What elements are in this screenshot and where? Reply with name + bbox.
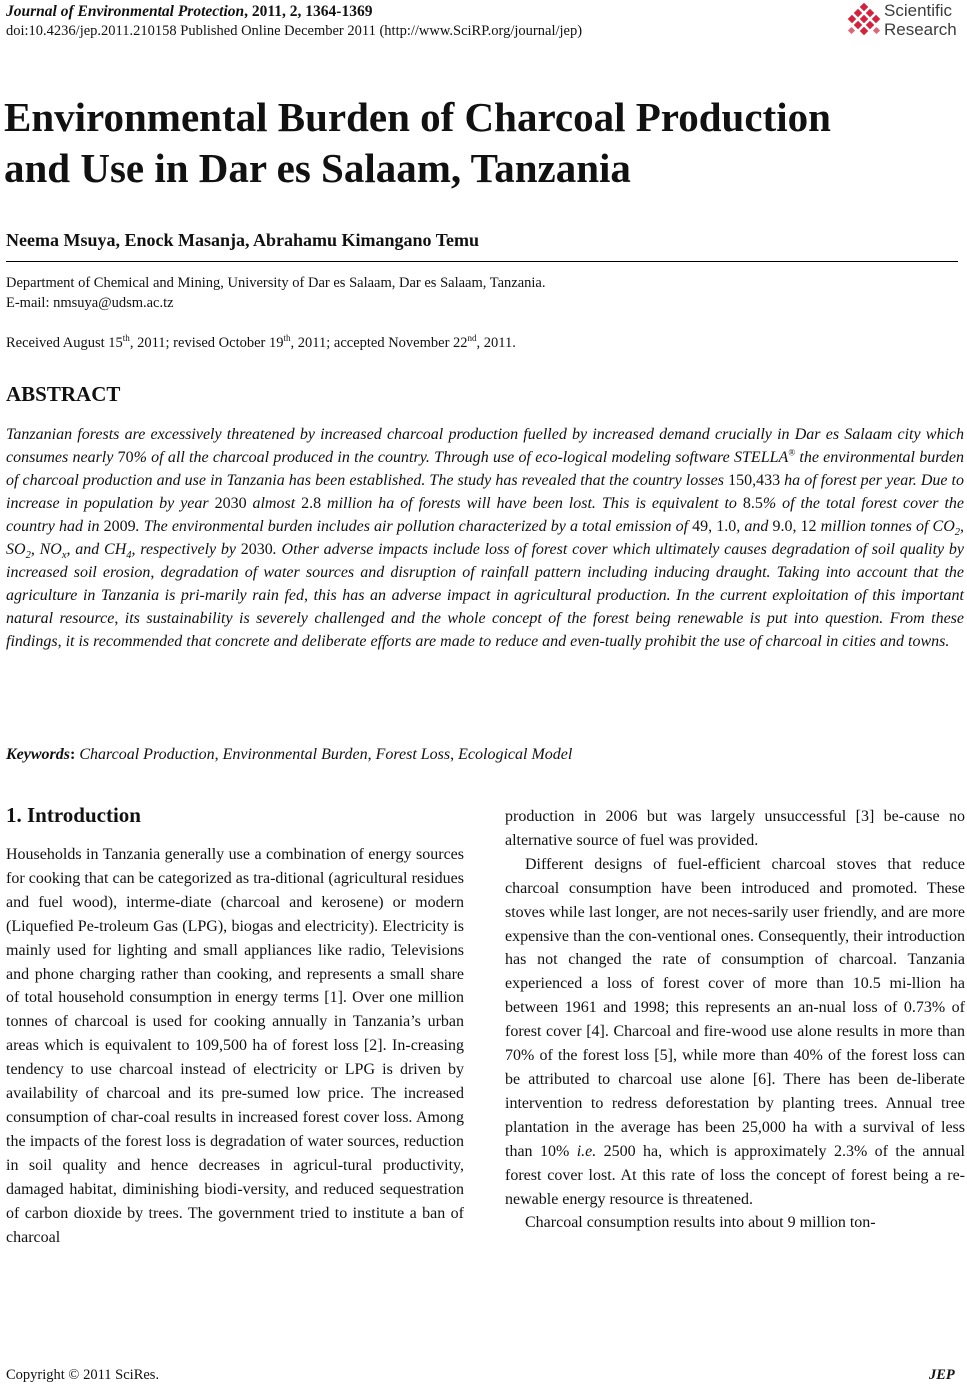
copyright-footer: Copyright © 2011 SciRes.: [6, 1367, 160, 1383]
abstract-text: . Other adverse impacts include loss of forest cover which ultimately causes degradation of soil quality by increased soil erosion: [6, 541, 965, 581]
abstract-text: % of all the charcoal produced in the country. Through use of eco-logical modeling software STELLA: [133, 449, 789, 466]
keyword: Charcoal Production: [79, 746, 215, 763]
paper-title: [4, 92, 954, 194]
email: E-mail: nmsuya@udsm.ac.tz: [6, 295, 174, 311]
subscript: 2: [954, 527, 960, 539]
logo-line-1: Scientific: [884, 1, 953, 20]
logo-diamond-icon: [846, 3, 882, 41]
keyword: Environmental Burden: [222, 746, 368, 763]
abstract-text: ha of forest per year. Due to increase in population by year: [6, 472, 965, 512]
doi-line: doi:10.4236/jep.2011.210158 Published Online December 2011 (http://www.SciRP.org/journal/jep): [6, 23, 583, 39]
abstract-text: . The environmental burden includes air pollution characterized by a total emission of: [135, 518, 693, 535]
ordinal-sup: nd: [467, 333, 477, 344]
abstract-number: 2030: [214, 495, 247, 512]
abstract-comma: ,: [304, 587, 308, 604]
abstract-number: 8.5: [742, 495, 763, 512]
journal-name: Journal of Environmental Protection: [6, 3, 245, 20]
abstract-text: degradation of water sources and disruption of rainfall pattern including inducing draught. Taking into account that the agriculture in Tanzania is pri-marily rain fed: [6, 564, 964, 604]
revised-text: , 2011; revised October 19: [129, 335, 284, 351]
logo-line-2: Research: [884, 19, 957, 39]
abstract-text: it is recommended that concrete and deliberate efforts are made to reduce and even-tually prohibit the use of charcoal in cities and towns.: [61, 633, 950, 650]
abstract-text: this has an adverse impact in agricultural production. In the current exploitation of this important natural resource: [6, 587, 965, 627]
keywords-colon: :: [70, 746, 80, 763]
accepted-text: , 2011; accepted November 22: [290, 335, 468, 351]
abstract-number: 9.0, 12: [772, 518, 817, 535]
left-column: [6, 843, 464, 1249]
ordinal-sup: th: [122, 333, 130, 344]
abstract-text: , and: [736, 518, 773, 535]
abstract-text: , SO: [6, 518, 964, 558]
keyword-separator: ,: [214, 746, 223, 763]
journal-citation: [6, 3, 372, 21]
abstract-body: [6, 423, 964, 653]
subscript: 4: [126, 550, 132, 562]
title-line-2: and Use in Dar es Salaam, Tanzania: [4, 145, 631, 191]
keyword: Forest Loss: [375, 746, 451, 763]
abstract-comma: ,: [114, 610, 119, 627]
paragraph-text: Different designs of fuel-efficient charcoal stoves that reduce charcoal consumption have been introduced and promoted. These stoves while last longer, are not neces-sarily user friendly, and are more expensive than the con-ventional ones. Consequently, their introduction has not changed the rate of consumption of charcoal. Tanzania experienced a loss of forest cover of more than 10.5 mi-llion ha between 1961 and 1998; this represents an an-nual loss of 0.73% of forest cover [4]. Charcoal and fire-wood use alone results in more than 70% of the forest loss [5], while more than 40% of the forest loss can be attributed to charcoal use alone [6]. There has been de-liberate intervention to redress deforestation by planting trees. Annual tree plantation in the average has been 25,000 ha with a survival of less than 10%: [505, 855, 965, 1160]
section-heading-introduction: 1. Introduction: [6, 803, 141, 827]
received-text: Received August 15: [6, 335, 123, 351]
subscript: 2: [25, 550, 31, 562]
year-text: , 2011.: [476, 335, 516, 351]
abstract-number: 49, 1.0: [692, 518, 737, 535]
keyword-separator: ,: [450, 746, 459, 763]
abstract-number: 2030: [240, 541, 273, 558]
abstract-text: , NO: [30, 541, 62, 558]
intro-paragraph: [505, 853, 965, 1212]
keyword: Ecological Model: [458, 746, 573, 763]
journal-volume: , 2011, 2, 1364-1369: [244, 3, 373, 20]
abstract-text: million tonnes of CO: [816, 518, 955, 535]
italic-abbreviation: i.e.: [576, 1142, 597, 1160]
journal-abbreviation-footer: JEP: [929, 1367, 955, 1383]
intro-paragraph: Households in Tanzania generally use a combination of energy sources for cooking that can be categorized as tra-ditional (agricultural residues and fuel wood), interme-diate (charcoal and kerosene) or modern (Liquefied Pe-troleum Gas (LPG), biogas and electricity). Electricity is mainly used for lighting and small appliances like radio, Televisions and phone charging rather than cooking, and represents a small share of total household consumption in energy terms [1]. Over one million tonnes of charcoal is used for cooking annually in Tanzania’s urban areas which is equivalent to 109,500 ha of forest loss [2]. In-creasing tendency to use charcoal instead of electricity or LPG is driven by availability of charcoal and its pre-sumed low price. The increased consumption of char-coal results in increased forest cover loss. Among the impacts of the forest loss is degradation of water sources, reduction in soil quality and hence decreases in agricul-tural productivity, damaged habitat, diminishing biodi-versity, and reduced sequestration of carbon dioxide by trees. The government tried to institute a ban of charcoal: [6, 846, 464, 1246]
abstract-heading: ABSTRACT: [6, 382, 121, 406]
abstract-text: Tanzanian forests are excessively threatened by increased charcoal production fuelled by increased demand crucially in Dar es Salaam city which consumes nearly: [6, 426, 964, 466]
logo-text: [884, 2, 957, 39]
abstract-number: 2.8: [301, 495, 322, 512]
affiliation: Department of Chemical and Mining, University of Dar es Salaam, Dar es Salaam, Tanzania.: [6, 275, 546, 291]
abstract-text: almost: [246, 495, 302, 512]
publisher-logo: [846, 2, 966, 42]
keyword-separator: ,: [367, 746, 376, 763]
title-line-1: Environmental Burden of Charcoal Production: [4, 94, 831, 140]
affiliation-block: [6, 273, 545, 313]
intro-paragraph-continued: production in 2006 but was largely unsuccessful [3] be-cause no alternative source of fuel was provided.: [505, 808, 965, 849]
abstract-comma: ,: [150, 564, 155, 581]
header-rule: [6, 261, 958, 262]
abstract-number: 150,433: [728, 472, 781, 489]
abstract-text: , respectively by: [131, 541, 241, 558]
received-dates: [6, 335, 516, 352]
abstract-text: its sustainability is severely challenged and the whole concept of the forest being renewable is put into question. From these findings: [6, 610, 965, 650]
subscript: x: [61, 550, 67, 562]
registered-mark: ®: [788, 447, 796, 458]
abstract-text: million ha of forests will have been lost. This is equivalent to: [321, 495, 743, 512]
abstract-number: 2009: [103, 518, 136, 535]
intro-paragraph: Charcoal consumption results into about 9 million ton-: [525, 1214, 876, 1232]
abstract-comma: ,: [57, 633, 62, 650]
authors: Neema Msuya, Enock Masanja, Abrahamu Kimangano Temu: [6, 230, 480, 250]
keywords-label: Keywords: [6, 746, 70, 763]
keywords: [6, 746, 572, 764]
ordinal-sup: th: [283, 333, 291, 344]
abstract-text: , and CH: [66, 541, 127, 558]
paragraph-text: 2500 ha, which is approximately 2.3% of the annual forest cover lost. At this rate of loss the concept of forest being a re-newable energy resource is threatened.: [505, 1142, 966, 1208]
abstract-number: 70: [117, 449, 134, 466]
abstract-text: the environmental burden of charcoal production and use in Tanzania has been established. The study has revealed that the country losses: [6, 449, 964, 489]
right-column: [505, 805, 965, 1235]
abstract-text: % of the total forest cover the country had in: [6, 495, 965, 535]
